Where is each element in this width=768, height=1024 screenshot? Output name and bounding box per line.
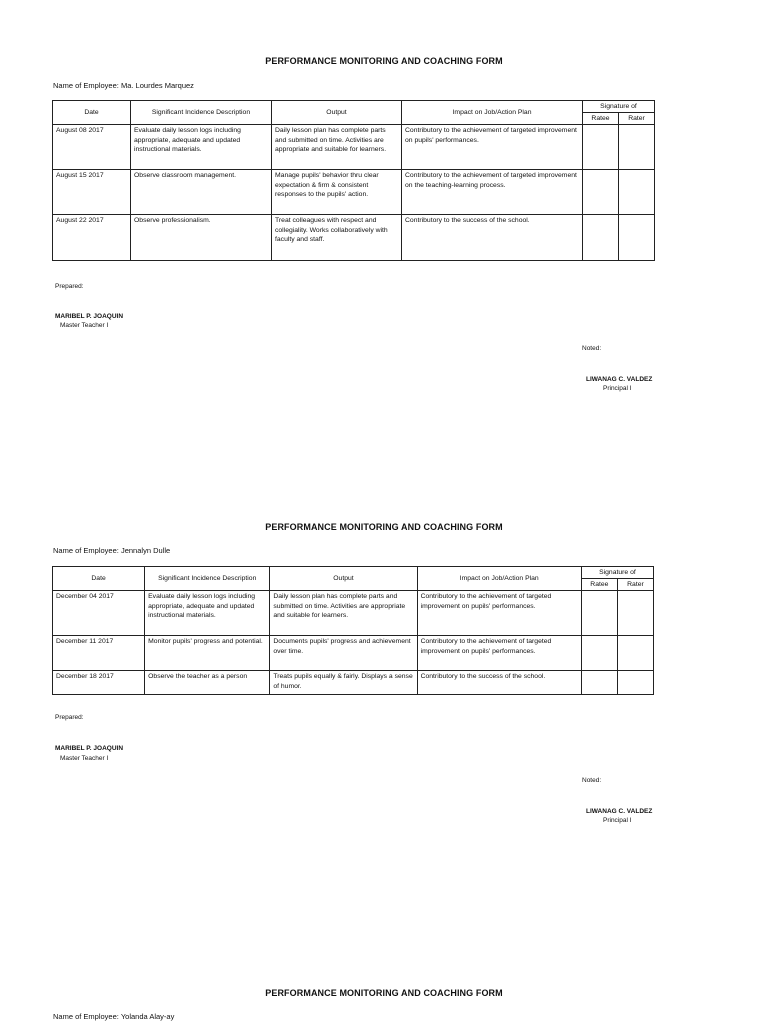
cell-impact: Contributory to the success of the school. bbox=[402, 215, 583, 261]
cell-ratee-signature bbox=[581, 636, 617, 671]
table-row bbox=[53, 170, 655, 215]
cell-output: Treat colleagues with respect and collegiality. Works collaboratively with faculty and staff. bbox=[272, 215, 402, 261]
cell-incidence: Evaluate daily lesson logs including appropriate, adequate and updated instructional materials. bbox=[145, 591, 270, 636]
noted-name: LIWANAG C. VALDEZ bbox=[586, 808, 653, 815]
cell-impact: Contributory to the achievement of targeted improvement on the teaching-learning process. bbox=[402, 170, 583, 215]
cell-date: December 04 2017 bbox=[53, 591, 145, 636]
cell-incidence: Evaluate daily lesson logs including appropriate, adequate and updated instructional materials. bbox=[131, 125, 272, 170]
cell-date: August 08 2017 bbox=[53, 125, 131, 170]
cell-ratee-signature bbox=[583, 215, 619, 261]
form-2-employee bbox=[53, 546, 170, 555]
form-1-title: PERFORMANCE MONITORING AND COACHING FORM bbox=[265, 56, 503, 66]
header-incidence: Significant Incidence Description bbox=[131, 101, 272, 125]
header-rater: Rater bbox=[619, 113, 655, 125]
cell-impact: Contributory to the success of the school. bbox=[417, 671, 581, 695]
header-impact: Impact on Job/Action Plan bbox=[417, 567, 581, 591]
noted-title: Principal I bbox=[603, 817, 632, 824]
header-incidence: Significant Incidence Description bbox=[145, 567, 270, 591]
table-row bbox=[53, 591, 654, 636]
table-row bbox=[53, 671, 654, 695]
header-rater: Rater bbox=[617, 579, 653, 591]
cell-date: December 11 2017 bbox=[53, 636, 145, 671]
table-row bbox=[53, 636, 654, 671]
cell-incidence: Observe professionalism. bbox=[131, 215, 272, 261]
header-impact: Impact on Job/Action Plan bbox=[402, 101, 583, 125]
prepared-name: MARIBEL P. JOAQUIN bbox=[55, 313, 124, 320]
employee-label: Name of Employee: bbox=[53, 81, 119, 90]
cell-impact: Contributory to the achievement of targeted improvement on pupils' performances. bbox=[417, 636, 581, 671]
cell-ratee-signature bbox=[583, 170, 619, 215]
prepared-label: Prepared: bbox=[55, 714, 84, 721]
form-2-table bbox=[52, 566, 654, 695]
cell-ratee-signature bbox=[581, 591, 617, 636]
table-row bbox=[53, 215, 655, 261]
cell-ratee-signature bbox=[581, 671, 617, 695]
cell-impact: Contributory to the achievement of targeted improvement on pupils' performances. bbox=[402, 125, 583, 170]
prepared-title: Master Teacher I bbox=[60, 755, 109, 762]
cell-rater-signature bbox=[617, 591, 653, 636]
cell-rater-signature bbox=[619, 125, 655, 170]
header-output: Output bbox=[270, 567, 417, 591]
header-signature: Signature of bbox=[583, 101, 655, 113]
form-1-employee bbox=[53, 81, 194, 90]
cell-incidence: Observe classroom management. bbox=[131, 170, 272, 215]
prepared-name: MARIBEL P. JOAQUIN bbox=[55, 745, 124, 752]
noted-name: LIWANAG C. VALDEZ bbox=[586, 376, 653, 383]
prepared-label: Prepared: bbox=[55, 283, 84, 290]
cell-output: Daily lesson plan has complete parts and submitted on time. Activities are appropriate and suitable for learners. bbox=[270, 591, 417, 636]
table-row bbox=[53, 125, 655, 170]
cell-date: August 22 2017 bbox=[53, 215, 131, 261]
noted-label: Noted: bbox=[582, 777, 602, 784]
cell-ratee-signature bbox=[583, 125, 619, 170]
header-signature: Signature of bbox=[581, 567, 653, 579]
form-2-title: PERFORMANCE MONITORING AND COACHING FORM bbox=[265, 522, 503, 532]
cell-date: December 18 2017 bbox=[53, 671, 145, 695]
prepared-title: Master Teacher I bbox=[60, 322, 109, 329]
cell-output: Manage pupils' behavior thru clear expectation & firm & consistent responses to the pupils' action. bbox=[272, 170, 402, 215]
cell-rater-signature bbox=[617, 671, 653, 695]
cell-rater-signature bbox=[619, 170, 655, 215]
header-output: Output bbox=[272, 101, 402, 125]
cell-rater-signature bbox=[617, 636, 653, 671]
cell-output: Daily lesson plan has complete parts and submitted on time. Activities are appropriate and suitable for learners. bbox=[272, 125, 402, 170]
cell-date: August 15 2017 bbox=[53, 170, 131, 215]
header-date: Date bbox=[53, 567, 145, 591]
header-date: Date bbox=[53, 101, 131, 125]
cell-incidence: Monitor pupils' progress and potential. bbox=[145, 636, 270, 671]
noted-label: Noted: bbox=[582, 345, 602, 352]
employee-name: Yolanda Alay-ay bbox=[120, 1012, 175, 1021]
employee-label: Name of Employee: bbox=[53, 1012, 119, 1021]
noted-title: Principal I bbox=[603, 385, 632, 392]
employee-label: Name of Employee: bbox=[53, 546, 119, 555]
form-3-title: PERFORMANCE MONITORING AND COACHING FORM bbox=[265, 988, 503, 998]
cell-incidence: Observe the teacher as a person bbox=[145, 671, 270, 695]
form-1-table bbox=[52, 100, 655, 261]
cell-output: Documents pupils' progress and achievement over time. bbox=[270, 636, 417, 671]
cell-output: Treats pupils equally & fairly. Displays a sense of humor. bbox=[270, 671, 417, 695]
form-3-employee bbox=[53, 1012, 174, 1021]
cell-impact: Contributory to the achievement of targeted improvement on pupils' performances. bbox=[417, 591, 581, 636]
cell-rater-signature bbox=[619, 215, 655, 261]
employee-name: Ma. Lourdes Marquez bbox=[120, 81, 194, 90]
employee-name: Jennalyn Dulle bbox=[120, 546, 171, 555]
header-ratee: Ratee bbox=[583, 113, 619, 125]
header-ratee: Ratee bbox=[581, 579, 617, 591]
